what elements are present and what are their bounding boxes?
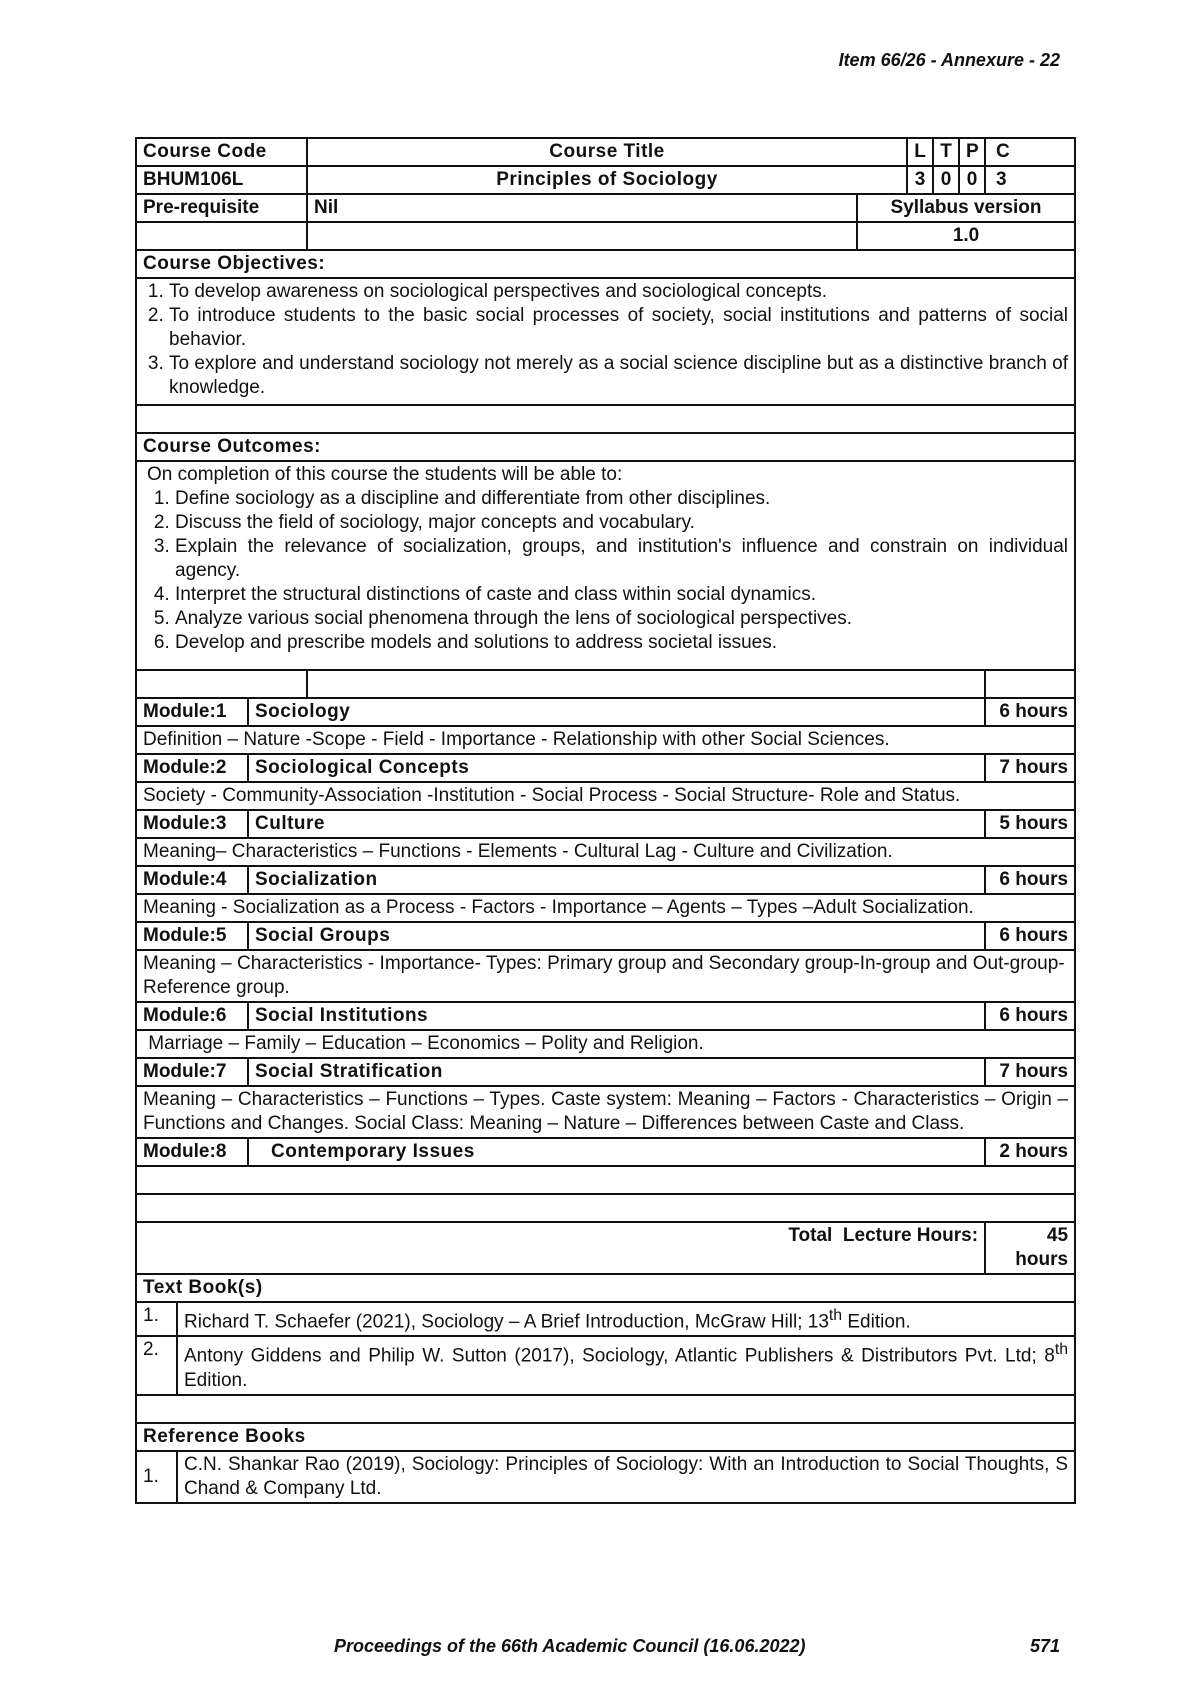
module-id: Module:1 — [136, 698, 248, 726]
module-content: Meaning - Socialization as a Process - Factors - Importance – Agents – Types –Adult Socialization. — [136, 894, 1075, 922]
objective-item: 3. To explore and understand sociology not merely as a social science discipline but as a distinctive branch of knowledge. — [169, 352, 1068, 400]
module-content: Meaning– Characteristics – Functions - Elements - Cultural Lag - Culture and Civilization. — [136, 838, 1075, 866]
module-title: Social Institutions — [248, 1002, 985, 1030]
module-title: Contemporary Issues — [248, 1138, 985, 1166]
module-title: Socialization — [248, 866, 985, 894]
credit-label: C — [985, 138, 1075, 166]
objectives-row — [136, 278, 1075, 405]
outcome-item: 2. Discuss the field of sociology, major concepts and vocabulary. — [175, 511, 1068, 535]
outcome-item: 6. Develop and prescribe models and solutions to address societal issues. — [175, 631, 1068, 655]
outcomes-intro: On completion of this course the students will be able to: — [147, 464, 623, 485]
textbook-text: Richard T. Schaefer (2021), Sociology – A Brief Introduction, McGraw Hill; 13 — [184, 1311, 829, 1333]
textbook-text: Antony Giddens and Philip W. Sutton (2017), Sociology, Atlantic Publishers & Distributors Pvt. Ltd; 8 — [184, 1345, 1055, 1367]
page-footer-proceedings: Proceedings of the 66th Academic Council (16.06.2022) — [334, 1636, 806, 1656]
textbook-tail: Edition. — [842, 1311, 911, 1333]
prerequisite-value: Nil — [307, 194, 857, 222]
module-hours: 2 hours — [985, 1138, 1075, 1166]
lecture-value: 3 — [907, 166, 933, 194]
module-title: Social Groups — [248, 922, 985, 950]
spacer-row — [136, 405, 1075, 433]
module-id: Module:6 — [136, 1002, 248, 1030]
outcomes-heading-row — [136, 433, 1075, 461]
reference-number: 1. — [136, 1451, 177, 1503]
course-info-row — [136, 166, 1075, 194]
textbook-row — [136, 1302, 1075, 1336]
spacer-row — [136, 1395, 1075, 1423]
outcomes-row — [136, 461, 1075, 670]
module-hours: 6 hours — [985, 698, 1075, 726]
module-id: Module:5 — [136, 922, 248, 950]
reference-entry: C.N. Shankar Rao (2019), Sociology: Principles of Sociology: With an Introduction to Social Thoughts, S Chand & Company Ltd. — [177, 1451, 1075, 1503]
course-code-label: Course Code — [136, 138, 307, 166]
module-header-row — [136, 754, 1075, 782]
credit-value: 3 — [985, 166, 1075, 194]
objective-item: 1. To develop awareness on sociological perspectives and sociological concepts. — [169, 280, 1068, 304]
tutorial-value: 0 — [933, 166, 959, 194]
reference-row — [136, 1451, 1075, 1503]
practical-value: 0 — [959, 166, 985, 194]
module-content-row — [136, 894, 1075, 922]
outcomes-list — [143, 487, 1068, 655]
module-content-row — [136, 1030, 1075, 1058]
spacer-row — [136, 670, 1075, 698]
textbooks-heading-row — [136, 1274, 1075, 1302]
module-header-row — [136, 698, 1075, 726]
module-id: Module:3 — [136, 810, 248, 838]
module-id: Module:7 — [136, 1058, 248, 1086]
module-header-row — [136, 922, 1075, 950]
textbook-entry — [177, 1336, 1075, 1394]
tutorial-label: T — [933, 138, 959, 166]
textbook-number: 2. — [136, 1336, 177, 1394]
outcomes-heading: Course Outcomes: — [136, 433, 1075, 461]
spacer-row — [136, 1194, 1075, 1222]
module-hours: 6 hours — [985, 1002, 1075, 1030]
page-header-reference: Item 66/26 - Annexure - 22 — [838, 50, 1060, 70]
module-content: Definition – Nature -Scope - Field - Importance - Relationship with other Social Sciences. — [136, 726, 1075, 754]
outcome-item: 4. Interpret the structural distinctions of caste and class within social dynamics. — [175, 583, 1068, 607]
textbook-sup: th — [828, 1307, 843, 1324]
module-title: Social Stratification — [248, 1058, 985, 1086]
syllabus-version-value: 1.0 — [857, 222, 1075, 250]
module-content: Marriage – Family – Education – Economics – Polity and Religion. — [136, 1030, 1075, 1058]
syllabus-table — [135, 137, 1076, 1504]
lecture-label: L — [907, 138, 933, 166]
module-id: Module:8 — [136, 1138, 248, 1166]
course-header-row — [136, 138, 1075, 166]
practical-label: P — [959, 138, 985, 166]
total-hours-row — [136, 1222, 1075, 1274]
module-title: Sociological Concepts — [248, 754, 985, 782]
objectives-heading-row — [136, 250, 1075, 278]
module-content: Meaning – Characteristics - Importance- Types: Primary group and Secondary group-In-group and Out-group-Reference group. — [136, 950, 1075, 1002]
prerequisite-row — [136, 194, 1075, 222]
module-hours: 6 hours — [985, 866, 1075, 894]
module-header-row — [136, 1002, 1075, 1030]
textbook-row — [136, 1336, 1075, 1394]
module-content-row — [136, 726, 1075, 754]
module-title: Culture — [248, 810, 985, 838]
outcome-item: 1. Define sociology as a discipline and differentiate from other disciplines. — [175, 487, 1068, 511]
module-header-row — [136, 866, 1075, 894]
module-id: Module:2 — [136, 754, 248, 782]
syllabus-version-label: Syllabus version — [857, 194, 1075, 222]
course-title-label: Course Title — [307, 138, 907, 166]
module-hours: 7 hours — [985, 754, 1075, 782]
course-title: Principles of Sociology — [307, 166, 907, 194]
objectives-heading: Course Objectives: — [136, 250, 1075, 278]
spacer-row — [136, 1166, 1075, 1194]
objective-item: 2. To introduce students to the basic social processes of society, social institutions and patterns of social behavior. — [169, 304, 1068, 352]
objectives-list — [143, 280, 1068, 400]
module-content-row — [136, 950, 1075, 1002]
prerequisite-label: Pre-requisite — [136, 194, 307, 222]
module-hours: 7 hours — [985, 1058, 1075, 1086]
total-hours-value: 45 hours — [985, 1222, 1075, 1274]
textbook-sup: th — [1054, 1341, 1069, 1359]
module-header-row — [136, 1138, 1075, 1166]
module-hours: 6 hours — [985, 922, 1075, 950]
total-hours-label: Total Lecture Hours: — [136, 1222, 985, 1274]
textbooks-heading: Text Book(s) — [136, 1274, 1075, 1302]
module-hours: 5 hours — [985, 810, 1075, 838]
outcome-item: 3. Explain the relevance of socialization, groups, and institution's influence and constrain on individual agency. — [175, 535, 1068, 583]
module-content-row — [136, 1086, 1075, 1138]
textbook-entry — [177, 1302, 1075, 1336]
outcome-item: 5. Analyze various social phenomena through the lens of sociological perspectives. — [175, 607, 1068, 631]
syllabus-version-row — [136, 222, 1075, 250]
module-title: Sociology — [248, 698, 985, 726]
module-header-row — [136, 810, 1075, 838]
references-heading: Reference Books — [136, 1423, 1075, 1451]
module-header-row — [136, 1058, 1075, 1086]
module-content: Meaning – Characteristics – Functions – Types. Caste system: Meaning – Factors - Characteristics – Origin – Functions and Changes. Social Class: Meaning – Nature – Differences between Caste and Class. — [136, 1086, 1075, 1138]
module-content-row — [136, 838, 1075, 866]
module-id: Module:4 — [136, 866, 248, 894]
page-number: 571 — [1029, 1636, 1060, 1656]
module-content: Society - Community-Association -Institution - Social Process - Social Structure- Role and Status. — [136, 782, 1075, 810]
course-code: BHUM106L — [136, 166, 307, 194]
references-heading-row — [136, 1423, 1075, 1451]
textbook-tail: Edition. — [184, 1369, 248, 1391]
module-content-row — [136, 782, 1075, 810]
textbook-number: 1. — [136, 1302, 177, 1336]
